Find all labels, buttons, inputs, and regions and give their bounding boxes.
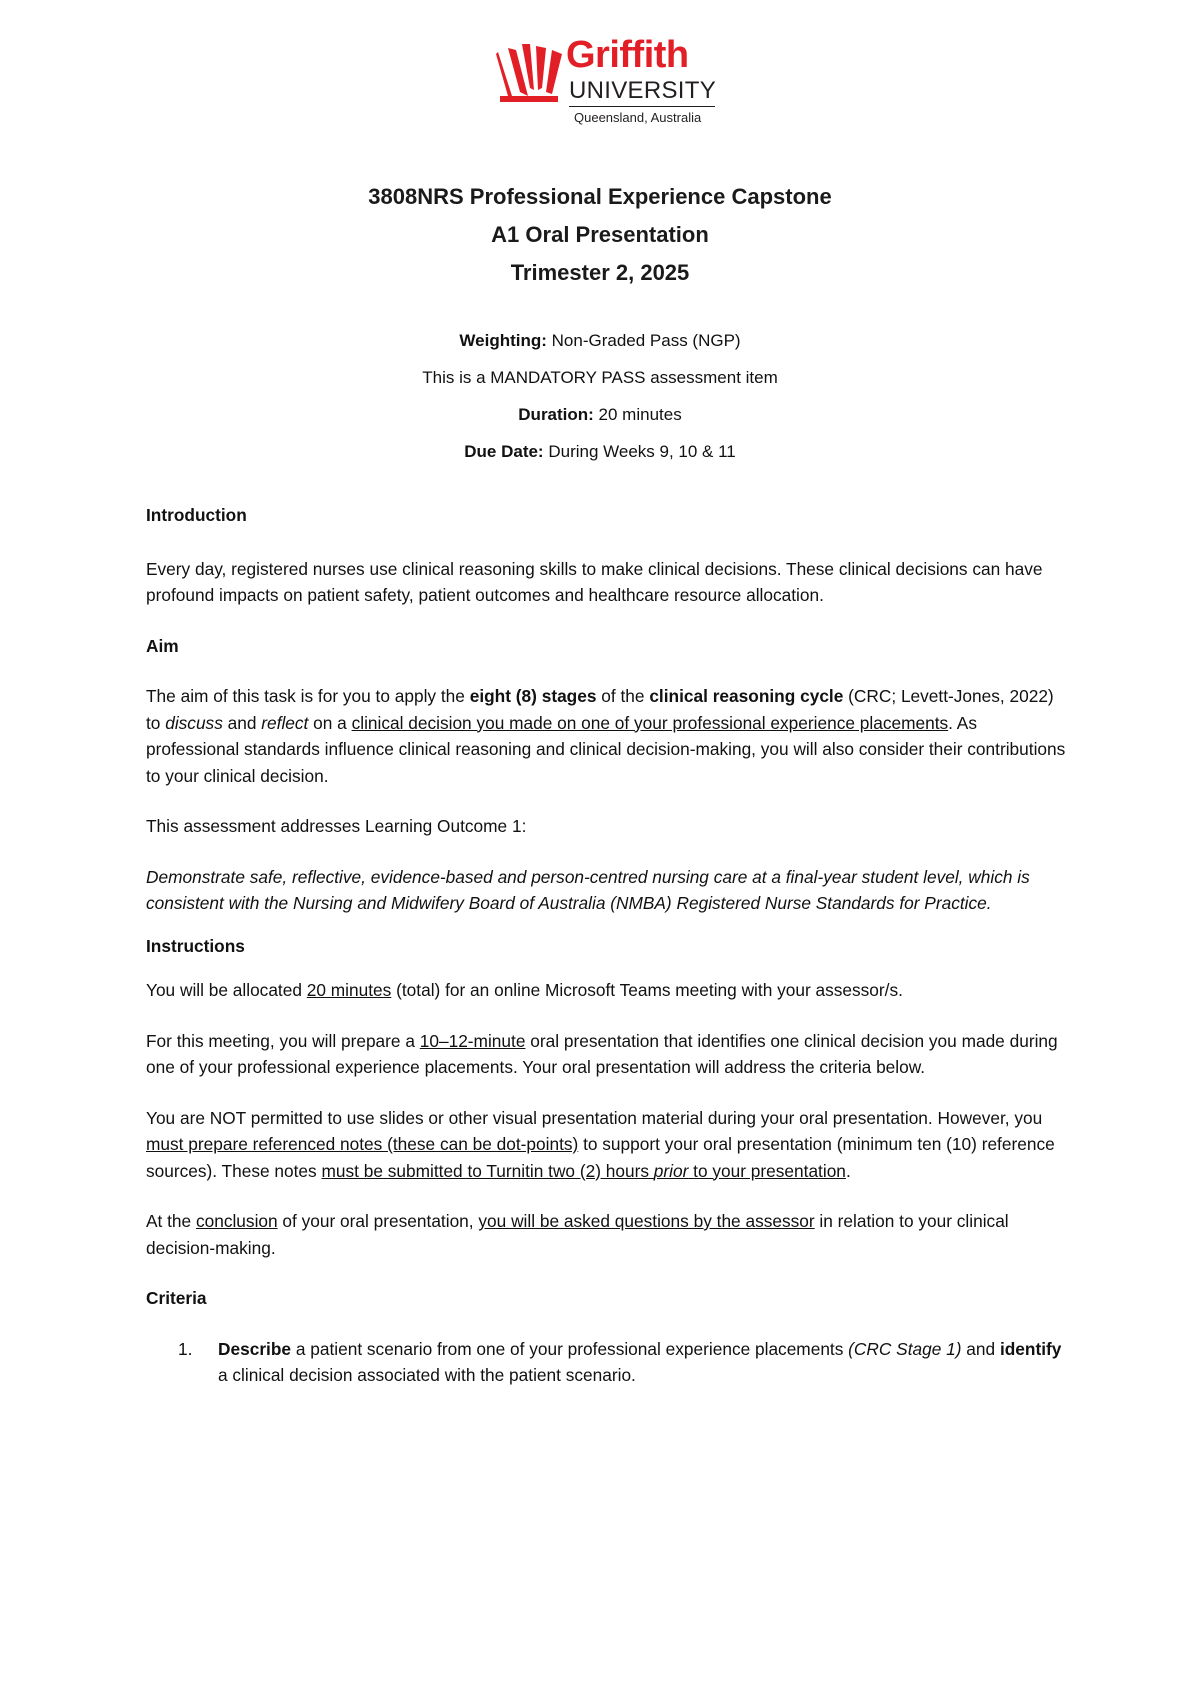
instructions-paragraph-3 — [146, 1105, 1066, 1185]
introduction-paragraph: Every day, registered nurses use clinical reasoning skills to make clinical decisions. These clinical decisions can have profound impacts on patient safety, patient outcomes and healthcare resource allocation. — [146, 558, 1043, 605]
logo-divider — [569, 106, 715, 107]
duration-label: Duration: — [518, 405, 594, 424]
aim-text: of the — [596, 686, 650, 706]
aim-text: (CRC; Levett-Jones, 2022) to — [146, 686, 1054, 733]
logo-name: Griffith — [566, 34, 689, 76]
aim-discuss: discuss — [165, 712, 223, 733]
aim-text: . As professional standards influence clinical reasoning and clinical decision-making, you will also consider their contributions to your clinical decision. — [146, 712, 1066, 786]
aim-clinical-reasoning-cycle: clinical reasoning cycle — [649, 686, 844, 706]
course-title: 3808NRS Professional Experience Capstone — [368, 184, 832, 209]
aim-text: The aim of this task is for you to apply the — [146, 686, 470, 706]
instructions-text: You will be allocated — [146, 980, 307, 1000]
instructions-text: in relation to your clinical decision-making. — [146, 1211, 1009, 1258]
griffith-crest-icon — [494, 42, 566, 104]
aim-heading: Aim — [146, 635, 179, 656]
logo-university: UNIVERSITY — [569, 77, 717, 104]
instructions-text: You are NOT permitted to use slides or other visual presentation material during your oral presentation. However, you — [146, 1107, 1043, 1128]
griffith-university-logo — [494, 34, 734, 132]
aim-eight-stages: eight (8) stages — [469, 686, 597, 706]
assessment-title: A1 Oral Presentation — [491, 222, 709, 247]
instructions-text: For this meeting, you will prepare a — [146, 1030, 420, 1051]
instructions-text: of your oral presentation, — [277, 1211, 479, 1231]
criteria-text: and — [961, 1338, 1000, 1359]
instructions-questions: you will be asked questions by the assessor — [478, 1211, 815, 1231]
aim-text: on a — [308, 712, 352, 733]
instructions-paragraph-4 — [146, 1208, 1066, 1261]
due-date-value: During Weeks 9, 10 & 11 — [543, 442, 736, 461]
aim-paragraph — [146, 683, 1066, 789]
instructions-paragraph-1 — [146, 977, 1066, 1004]
learning-outcome-statement: Demonstrate safe, reflective, evidence-based and person-centred nursing care at a final-year student level, which is consistent with the Nursing and Midwifery Board of Australia (NMBA) Registered Nurse Standards for Practice. — [146, 866, 1030, 913]
introduction-heading: Introduction — [146, 505, 247, 525]
instructions-heading: Instructions — [146, 935, 245, 956]
instructions-text: to support your oral presentation (minimum ten (10) reference sources). These notes — [146, 1134, 1055, 1181]
instructions-referenced-notes: must prepare referenced notes (these can be dot-points) — [146, 1134, 579, 1154]
criteria-item — [146, 1336, 1066, 1389]
aim-text: and — [222, 712, 262, 733]
aim-clinical-decision: clinical decision you made on one of your professional experience placements — [351, 712, 949, 733]
criteria-text: a clinical decision associated with the patient scenario. — [218, 1365, 636, 1385]
duration-line — [0, 405, 1200, 425]
instructions-text: . — [845, 1160, 851, 1181]
instructions-text: oral presentation that identifies one clinical decision you made during one of your professional experience placements. Your oral presentation will address the criteria below. — [146, 1030, 1058, 1077]
weighting-value: Non-Graded Pass (NGP) — [546, 331, 741, 350]
criteria-crc-stage: (CRC Stage 1) — [848, 1338, 962, 1359]
criteria-identify: identify — [999, 1338, 1062, 1359]
instructions-conclusion: conclusion — [195, 1211, 278, 1231]
instructions-text: At the — [146, 1211, 196, 1231]
logo-location: Queensland, Australia — [574, 110, 702, 125]
instructions-to-presentation: to your presentation — [688, 1160, 846, 1181]
instructions-text: (total) for an online Microsoft Teams meeting with your assessor/s. — [391, 980, 903, 1000]
due-date-label: Due Date: — [464, 442, 544, 461]
trimester-title: Trimester 2, 2025 — [510, 260, 690, 285]
document-body — [146, 502, 1066, 1389]
learning-outcome-intro: This assessment addresses Learning Outcome 1: — [146, 816, 527, 836]
criteria-text: a patient scenario from one of your professional experience placements — [291, 1338, 849, 1359]
duration-value: 20 minutes — [593, 405, 682, 424]
mandatory-line: This is a MANDATORY PASS assessment item — [422, 368, 778, 387]
criteria-heading: Criteria — [146, 1288, 207, 1308]
weighting-label: Weighting: — [459, 331, 547, 350]
instructions-prior: prior — [653, 1160, 689, 1181]
instructions-duration: 10–12-minute — [419, 1030, 526, 1051]
due-date-line — [0, 442, 1200, 462]
criteria-list — [146, 1336, 1066, 1389]
instructions-turnitin: must be submitted to Turnitin two (2) hours — [321, 1160, 654, 1181]
instructions-paragraph-2 — [146, 1028, 1066, 1081]
aim-reflect: reflect — [261, 712, 309, 733]
weighting-line — [0, 331, 1200, 351]
criteria-describe: Describe — [218, 1338, 292, 1359]
instructions-20-minutes: 20 minutes — [306, 980, 392, 1000]
criteria-number: 1. — [178, 1338, 193, 1359]
